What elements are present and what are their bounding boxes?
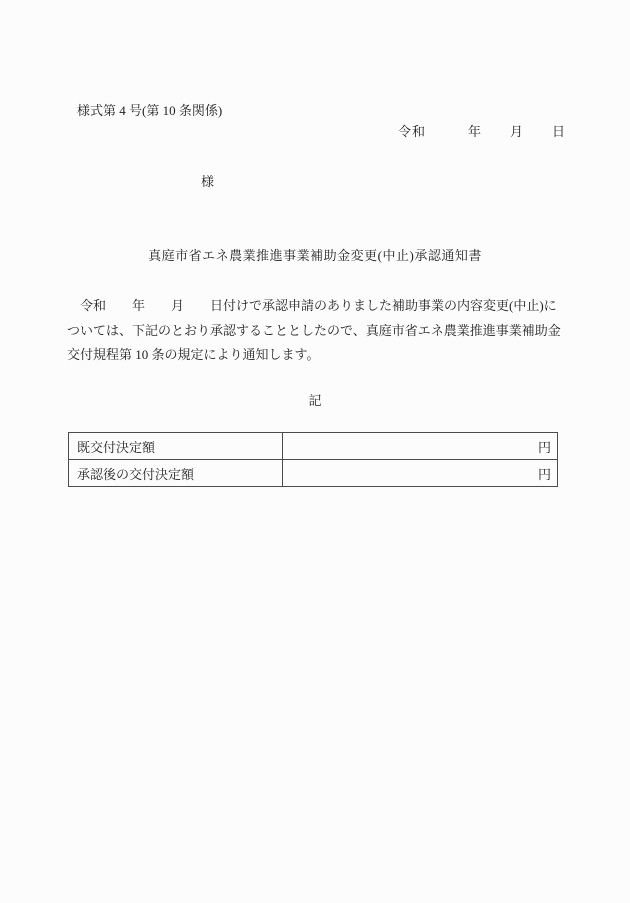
row-label-previous-grant-amount: 既交付決定額: [69, 433, 283, 460]
row-label-approved-grant-amount: 承認後の交付決定額: [69, 460, 283, 487]
row-value-approved-grant-amount: 円: [283, 460, 558, 487]
record-marker: 記: [308, 393, 322, 408]
table-row: [69, 460, 558, 487]
addressee-suffix-label: 様: [201, 174, 215, 189]
date-line: 令和 年 月 日: [398, 124, 567, 139]
amounts-table: [68, 432, 558, 487]
body-line-3: 交付規程第 10 条の規定により通知します。: [67, 347, 320, 362]
body-paragraph: [67, 294, 567, 368]
body-line-1: 令和 年 月 日付けで承認申請のありました補助事業の内容変更(中止)に: [67, 298, 557, 313]
table-row: [69, 433, 558, 460]
row-value-previous-grant-amount: 円: [283, 433, 558, 460]
document-title: 真庭市省エネ農業推進事業補助金変更(中止)承認通知書: [148, 248, 482, 263]
form-number-label: 様式第 4 号(第 10 条関係): [77, 103, 223, 118]
body-line-2: ついては、下記のとおり承認することとしたので、真庭市省エネ農業推進事業補助金: [67, 322, 561, 338]
